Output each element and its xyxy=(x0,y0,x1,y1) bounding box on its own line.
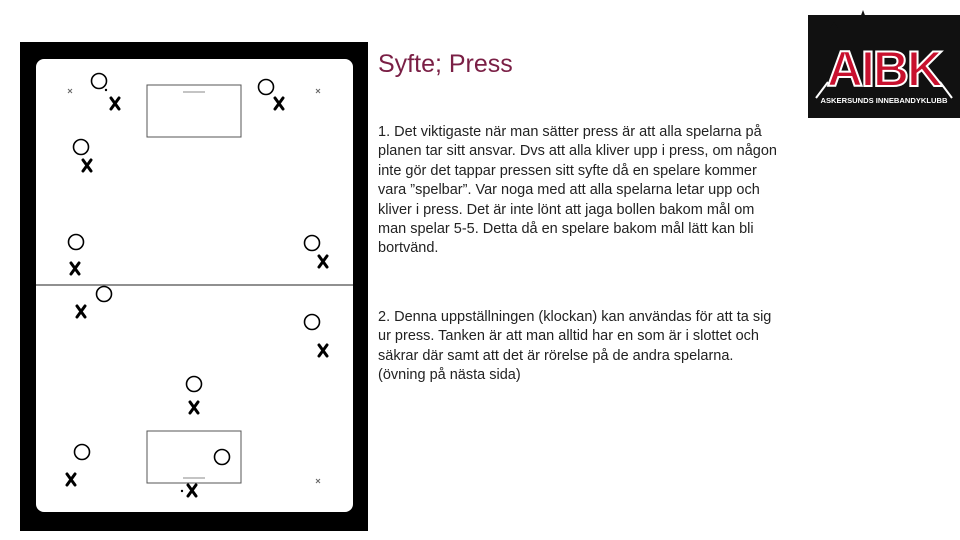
paragraph-1: 1. Det viktigaste när man sätter press är att alla spelarna på planen tar sitt ansvar. Dvs att alla kliver upp i press, om någon inte gör det tappar pressen sitt syfte då en spelare kommer vara ”spelbar”. Var noga med att alla spelarna letar upp och kliver i press. Det är inte lönt att jaga bollen bakom mål om man spelar 5-5. Detta då en spelare bakom mål lätt kan bli bortvänd. xyxy=(378,124,777,257)
floorball-rink-diagram xyxy=(20,42,368,531)
logo-letters: AIBK xyxy=(826,41,942,97)
logo-subtext: ASKERSUNDS INNEBANDYKLUBB xyxy=(820,96,948,105)
club-logo xyxy=(808,0,960,120)
slide-title: Syfte; Press xyxy=(378,50,513,78)
aibk-logo-svg xyxy=(808,0,960,120)
paragraph-2 xyxy=(378,308,778,386)
paragraph-2-text: 2. Denna uppställningen (klockan) kan användas för att ta sig ur press. Tanken är att man alltid har en som är i slottet och säkrar där samt att det är rörelse på de andra spelarna. xyxy=(378,309,772,364)
rink-svg xyxy=(20,42,368,531)
paragraph-2-note: (övning på nästa sida) xyxy=(378,367,521,384)
